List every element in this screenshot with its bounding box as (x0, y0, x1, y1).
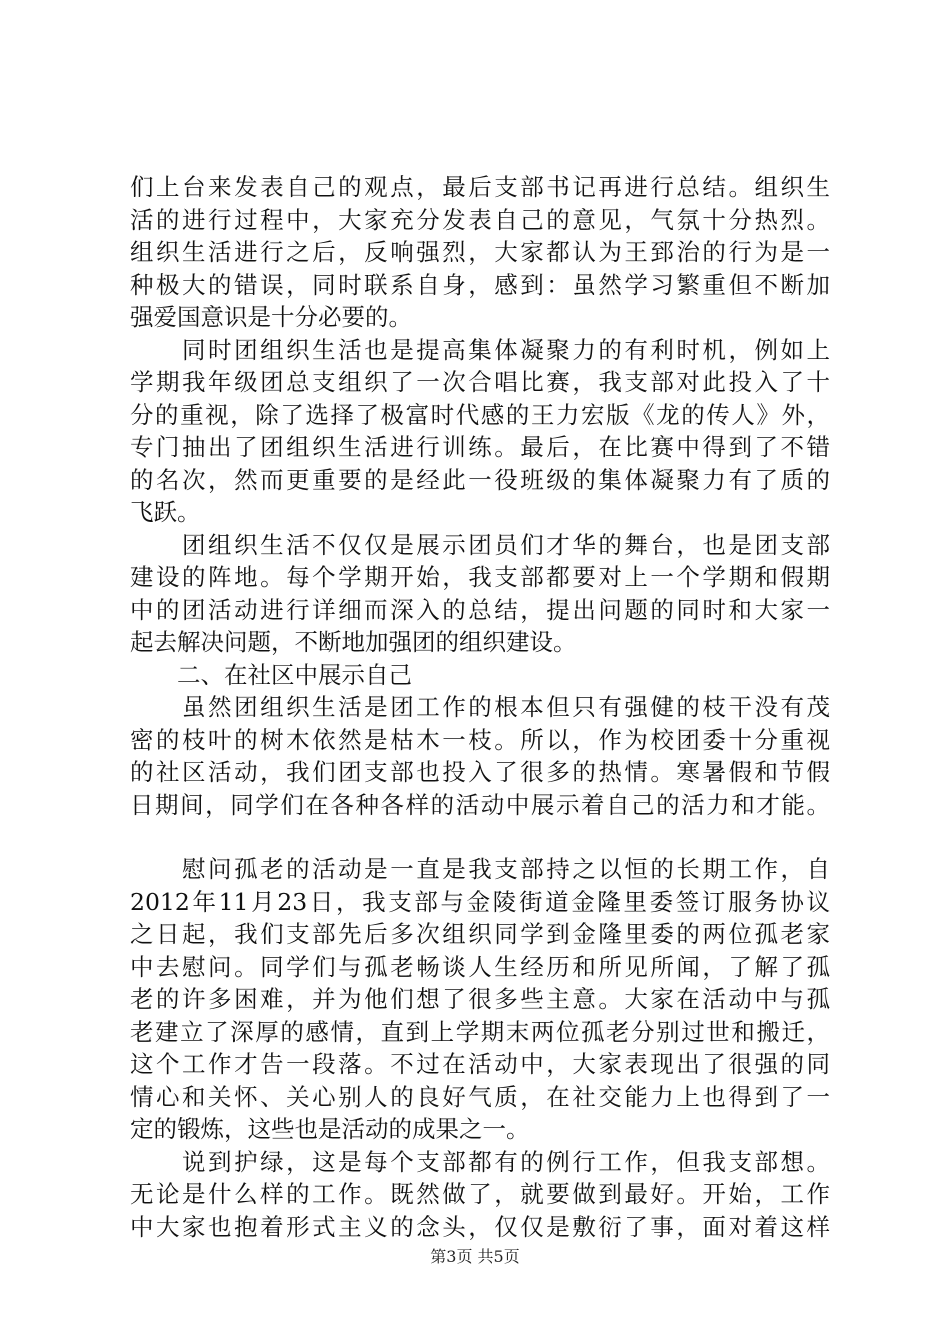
text-line: 分的重视，除了选择了极富时代感的王力宏版《龙的传人》外， (130, 400, 830, 429)
text-line: 的社区活动，我们团支部也投入了很多的热情。寒暑假和节假 (130, 758, 830, 786)
text-line: 日期间，同学们在各种各样的活动中展示着自己的活力和才能。 (130, 790, 830, 819)
text-line: 中的团活动进行详细而深入的总结，提出问题的同时和大家一 (130, 595, 830, 624)
page-footer: 第3页 共5页 (430, 1247, 520, 1266)
text-line: 团组织生活不仅仅是展示团员们才华的舞台，也是团支部 (130, 530, 830, 559)
text-line: 专门抽出了团组织生活进行训练。最后，在比赛中得到了不错 (130, 433, 830, 461)
text-line: 这个工作才告一段落。不过在活动中，大家表现出了很强的同 (130, 1050, 830, 1078)
text-line: 中大家也抱着形式主义的念头，仅仅是敷衍了事，面对着这样 (130, 1212, 830, 1241)
text-line: 活的进行过程中，大家充分发表自己的意见，气氛十分热烈。 (130, 205, 830, 234)
text-line: 起去解决问题，不断地加强团的组织建设。 (130, 628, 577, 656)
text-line: 强爱国意识是十分必要的。 (130, 303, 412, 331)
text-line: 中去慰问。同学们与孤老畅谈人生经历和所见所闻，了解了孤 (130, 952, 830, 981)
text-line: 建设的阵地。每个学期开始，我支部都要对上一个学期和假期 (130, 563, 830, 591)
text-line: 老的许多困难，并为他们想了很多些主意。大家在活动中与孤 (130, 985, 830, 1013)
text-line: 密的枝叶的树木依然是枯木一枝。所以，作为校团委十分重视 (130, 725, 830, 754)
text-line: 种极大的错误，同时联系自身，感到：虽然学习繁重但不断加 (130, 270, 830, 299)
text-line: 慰问孤老的活动是一直是我支部持之以恒的长期工作，自 (130, 855, 830, 883)
text-line: 说到护绿，这是每个支部都有的例行工作，但我支部想。 (130, 1147, 830, 1176)
text-line: 情心和关怀、关心别人的良好气质，在社交能力上也得到了一 (130, 1082, 830, 1111)
text-line: 无论是什么样的工作。既然做了，就要做到最好。开始，工作 (130, 1180, 830, 1208)
text-line: 虽然团组织生活是团工作的根本但只有强健的枝干没有茂 (130, 693, 830, 721)
text-line: 们上台来发表自己的观点，最后支部书记再进行总结。组织生 (130, 173, 830, 201)
text-line: 老建立了深厚的感情，直到上学期末两位孤老分别过世和搬迁， (130, 1017, 830, 1046)
text-line: 同时团组织生活也是提高集体凝聚力的有利时机，例如上 (130, 335, 830, 364)
text-line: 定的锻炼，这些也是活动的成果之一。 (130, 1115, 530, 1143)
text-line: 2012年11月23日，我支部与金陵街道金隆里委签订服务协议 (130, 887, 830, 916)
text-line: 飞跃。 (130, 498, 201, 526)
text-line: 学期我年级团总支组织了一次合唱比赛，我支部对此投入了十 (130, 368, 830, 396)
document-body (130, 171, 830, 1243)
text-line: 的名次，然而更重要的是经此一役班级的集体凝聚力有了质的 (130, 465, 830, 494)
text-line: 二、在社区中展示自己 (130, 660, 412, 689)
text-line: 组织生活进行之后，反响强烈，大家都认为王郅治的行为是一 (130, 238, 830, 266)
text-line: 之日起，我们支部先后多次组织同学到金隆里委的两位孤老家 (130, 920, 830, 948)
